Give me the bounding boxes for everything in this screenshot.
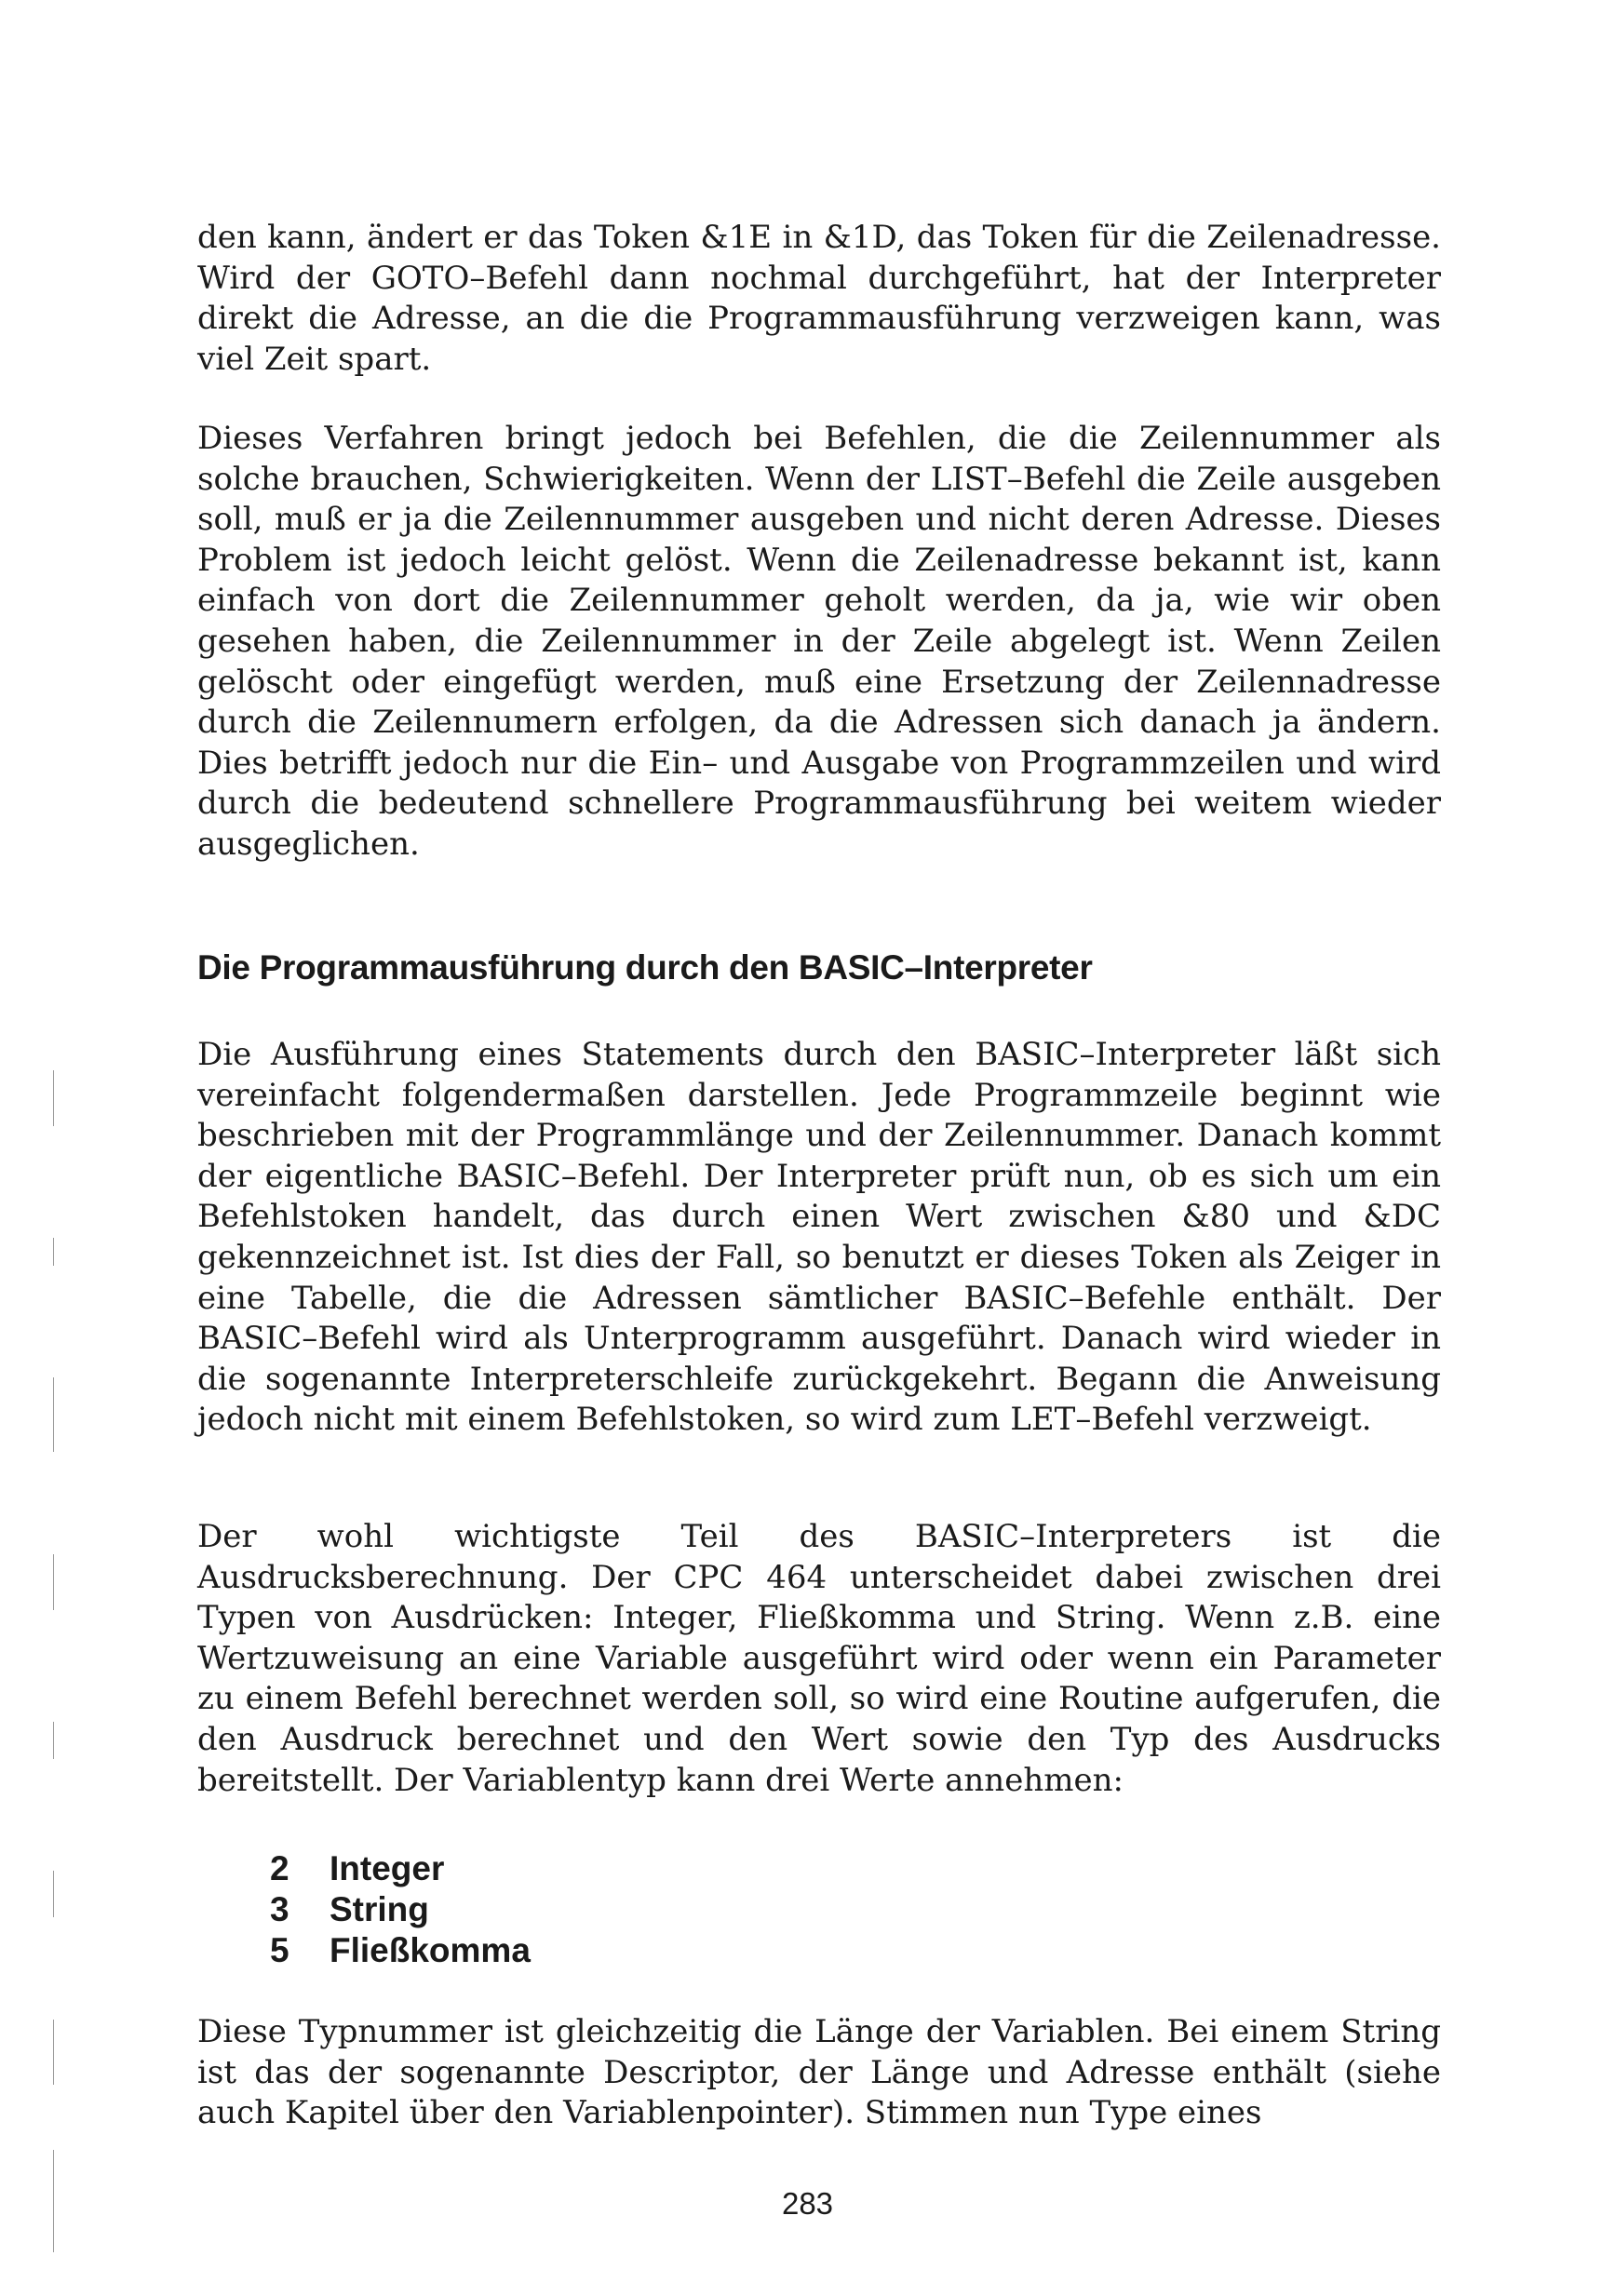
type-number: 3 <box>270 1890 289 1928</box>
paragraph-expression-evaluation: Der wohl wichtigste Teil des BASIC–Interpreters ist die Ausdrucksberechnung. Der CPC 464 unterscheidet dabei zwischen drei Typen von Ausdrücken: Integer, Fließkomma und String. Wenn z.B. eine Wertzuweisung an eine Variable ausgeführt wird oder wenn ein Parameter zu einem Befehl berechnet werden soll, so wird eine Routine aufgerufen, die den Ausdruck berechnet und den Wert sowie den Typ des Ausdrucks bereitstellt. Der Variablentyp kann drei Werte annehmen: <box>197 1518 1441 1799</box>
paragraph-statement-execution: Die Ausführung eines Statements durch den BASIC–Interpreter läßt sich vereinfacht folgendermaßen darstellen. Jede Programmzeile beginnt wie beschrieben mit der Programmlänge und der Zeilennummer. Danach kommt der eigentliche BASIC–Befehl. Der Interpreter prüft nun, ob es sich um ein Befehlstoken handelt, das durch einen Wert zwischen &80 und &DC gekennzeichnet ist. Ist dies der Fall, so benutzt er dieses Token als Zeiger in eine Tabelle, die die Adressen sämtlicher BASIC–Befehle enthält. Der BASIC–Befehl wird als Unterprogramm ausgeführt. Danach wird wieder in die sogenannte Interpreterschleife zurückgekehrt. Begann die Anweisung jedoch nicht mit einem Befehlstoken, so wird zum LET–Befehl verzweigt. <box>197 1036 1441 1439</box>
paragraph-type-number: Diese Typnummer ist gleichzeitig die Länge der Variablen. Bei einem String ist das der sogenannte Descriptor, der Länge und Adresse enthält (siehe auch Kapitel über den Variablenpointer). Stimmen nun Type eines <box>197 2013 1441 2132</box>
scan-margin-artifact <box>50 1070 58 2262</box>
list-item <box>270 1889 531 1930</box>
type-number: 5 <box>270 1931 289 1969</box>
type-name: Fließkomma <box>330 1931 531 1969</box>
section-heading: Die Programmausführung durch den BASIC–Interpreter <box>197 948 1093 987</box>
paragraph-goto-token: den kann, ändert er das Token &1E in &1D, das Token für die Zeilenadresse. Wird der GOTO–Befehl dann nochmal durchgeführt, hat der Interpreter direkt die Adresse, an die die Programmausführung verzweigen kann, was viel Zeit spart. <box>197 219 1441 378</box>
list-item <box>270 1848 531 1889</box>
variable-type-list <box>270 1848 531 1971</box>
type-number: 2 <box>270 1849 289 1887</box>
type-name: Integer <box>330 1849 445 1887</box>
paragraph-list-command: Dieses Verfahren bringt jedoch bei Befehlen, die die Zeilennummer als solche brauchen, Schwierigkeiten. Wenn der LIST–Befehl die Zeile ausgeben soll, muß er ja die Zeilennummer ausgeben und nicht deren Adresse. Dieses Problem ist jedoch leicht gelöst. Wenn die Zeilenadresse bekannt ist, kann einfach von dort die Zeilennummer geholt werden, da ja, wie wir oben gesehen haben, die Zeilennummer in der Zeile abgelegt ist. Wenn Zeilen gelöscht oder eingefügt werden, muß eine Ersetzung der Zeilennadresse durch die Zeilennumern erfolgen, da die Adressen sich danach ja ändern. Dies betrifft jedoch nur die Ein– und Ausgabe von Programmzeilen und wird durch die bedeutend schnellere Programmausführung bei weitem wieder ausgeglichen. <box>197 420 1441 863</box>
type-name: String <box>330 1890 429 1928</box>
list-item <box>270 1930 531 1971</box>
page-number: 283 <box>781 2186 834 2221</box>
